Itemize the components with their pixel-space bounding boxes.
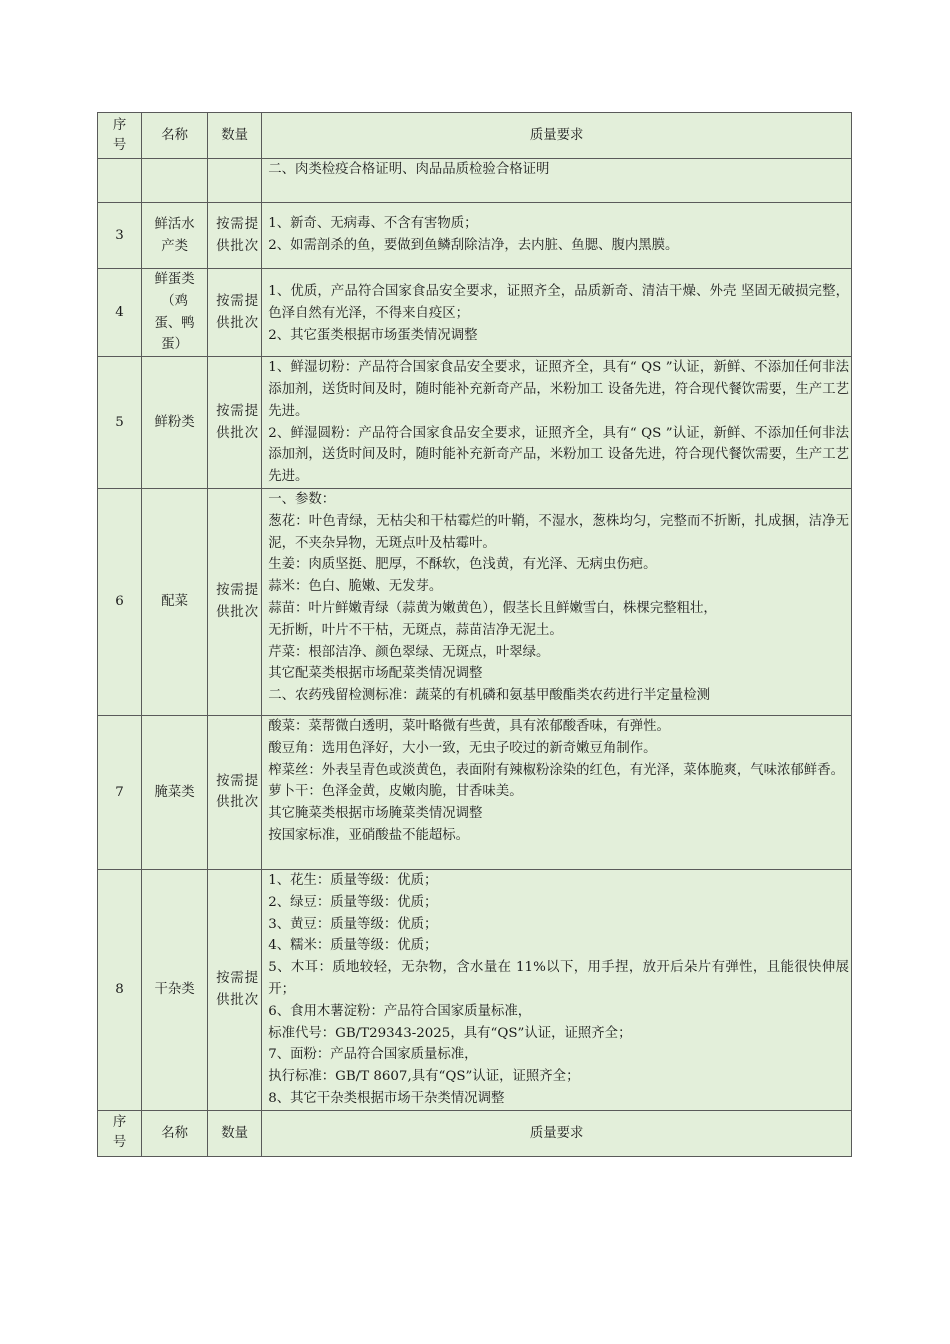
quality-requirements-table bbox=[97, 112, 852, 1157]
req-line: 2、其它蛋类根据市场蛋类情况调整 bbox=[268, 327, 478, 343]
req-line: 萝卜干：色泽金黄，皮嫩肉脆，甘香味美。 bbox=[268, 784, 523, 800]
header-req: 质量要求 bbox=[262, 1110, 852, 1156]
req-line: 无折断，叶片不干枯，无斑点，蒜苗洁净无泥土。 bbox=[268, 622, 563, 638]
req-line: 1、优质，产品符合国家食品安全要求，证照齐全，品质新奇、清洁干燥、外壳 坚固无破损完整，色泽自然有光泽，不得来自疫区； bbox=[268, 284, 849, 321]
req-line: 2、绿豆：质量等级：优质； bbox=[268, 894, 438, 910]
cell-qty: 按需提供批次 bbox=[208, 203, 262, 269]
cell-no: 7 bbox=[98, 715, 142, 869]
header-name: 名称 bbox=[142, 1110, 208, 1156]
header-no: 序号 bbox=[98, 113, 142, 159]
req-line: 5、木耳：质地较轻，无杂物，含水量在 11%以下，用手捏，放开后朵片有弹性，且能很快伸展开； bbox=[268, 960, 849, 997]
req-line: 蒜苗：叶片鲜嫩青绿（蒜黄为嫩黄色），假茎长且鲜嫩雪白，株棵完整粗壮， bbox=[268, 600, 717, 616]
req-line: 二、农药残留检测标准：蔬菜的有机磷和氨基甲酸酯类农药进行半定量检测 bbox=[268, 688, 711, 704]
cell-req bbox=[262, 488, 852, 715]
req-line: 其它腌菜类根据市场腌菜类情况调整 bbox=[268, 806, 483, 822]
req-line: 6、食用木薯淀粉：产品符合国家质量标准， bbox=[268, 1003, 532, 1019]
table-row bbox=[98, 357, 852, 489]
table-header-row-repeat bbox=[98, 1110, 852, 1156]
req-line: 葱花：叶色青绿，无枯尖和干枯霉烂的叶鞘，不湿水，葱株均匀，完整而不折断，扎成捆，洁净无泥，不夹杂异物，无斑点叶及枯霉叶。 bbox=[268, 513, 849, 551]
cell-req bbox=[262, 203, 852, 269]
cell-qty: 按需提供批次 bbox=[208, 869, 262, 1110]
req-line: 1、花生：质量等级：优质； bbox=[268, 872, 438, 888]
header-qty: 数量 bbox=[208, 113, 262, 159]
cell-qty: 按需提供批次 bbox=[208, 357, 262, 489]
req-line: 榨菜丝：外表呈青色或淡黄色，表面附有辣椒粉涂染的红色，有光泽，菜体脆爽，气味浓郁鲜香。 bbox=[268, 762, 844, 778]
table-row bbox=[98, 159, 852, 203]
req-line: 生姜：肉质坚挺、肥厚，不酥软，色浅黄，有光泽、无病虫伤疤。 bbox=[268, 557, 657, 573]
req-line: 1、鲜湿切粉：产品符合国家食品安全要求，证照齐全，具有“ QS ”认证，新鲜、不添加任何非法添加剂，送货时间及时，随时能补充新奇产品，米粉加工 设备先进，符合现代餐饮需要，生产工艺先进。 bbox=[268, 360, 849, 419]
header-no: 序号 bbox=[98, 1110, 142, 1156]
table-row bbox=[98, 488, 852, 715]
req-line: 二、肉类检疫合格证明、肉品品质检验合格证明 bbox=[268, 162, 550, 177]
cell-no: 8 bbox=[98, 869, 142, 1110]
cell-req bbox=[262, 869, 852, 1110]
table-row bbox=[98, 715, 852, 869]
cell-name: 鲜活水产类 bbox=[142, 203, 208, 269]
table-row bbox=[98, 203, 852, 269]
cell-no bbox=[98, 159, 142, 203]
cell-qty: 按需提供批次 bbox=[208, 715, 262, 869]
cell-req bbox=[262, 715, 852, 869]
req-line: 2、鲜湿圆粉：产品符合国家食品安全要求，证照齐全，具有“ QS ”认证，新鲜、不添加任何非法添加剂，送货时间及时，随时能补充新奇产品，米粉加工 设备先进，符合现代餐饮需要，生产工艺先进。 bbox=[268, 425, 849, 485]
cell-no: 3 bbox=[98, 203, 142, 269]
req-line: 酸菜：菜帮微白透明，菜叶略微有些黄，具有浓郁酸香味，有弹性。 bbox=[268, 718, 670, 734]
cell-name: 鲜粉类 bbox=[142, 357, 208, 489]
req-line: 芹菜：根部洁净、颜色翠绿、无斑点，叶翠绿。 bbox=[268, 644, 550, 660]
cell-name: 干杂类 bbox=[142, 869, 208, 1110]
req-line: 7、面粉：产品符合国家质量标准， bbox=[268, 1047, 478, 1063]
table-header-row bbox=[98, 113, 852, 159]
cell-no: 6 bbox=[98, 488, 142, 715]
req-line: 4、糯米：质量等级：优质； bbox=[268, 938, 438, 954]
req-line: 蒜米：色白、脆嫩、无发芽。 bbox=[268, 579, 443, 595]
req-line: 3、黄豆：质量等级：优质； bbox=[268, 916, 438, 932]
cell-name: 腌菜类 bbox=[142, 715, 208, 869]
header-qty: 数量 bbox=[208, 1110, 262, 1156]
cell-qty: 按需提供批次 bbox=[208, 269, 262, 357]
table-row bbox=[98, 869, 852, 1110]
header-name: 名称 bbox=[142, 113, 208, 159]
req-line: 一、参数： bbox=[268, 491, 336, 507]
table-row bbox=[98, 269, 852, 357]
cell-name: 鲜蛋类（鸡蛋、鸭蛋） bbox=[142, 269, 208, 357]
req-line: 标准代号：GB/T29343-2025，具有“QS”认证，证照齐全； bbox=[268, 1025, 632, 1041]
cell-no: 5 bbox=[98, 357, 142, 489]
cell-req bbox=[262, 269, 852, 357]
req-line: 8、其它干杂类根据市场干杂类情况调整 bbox=[268, 1090, 505, 1106]
cell-req bbox=[262, 357, 852, 489]
header-req: 质量要求 bbox=[262, 113, 852, 159]
req-line: 其它配菜类根据市场配菜类情况调整 bbox=[268, 666, 483, 682]
cell-name: 配菜 bbox=[142, 488, 208, 715]
cell-req bbox=[262, 159, 852, 203]
req-line: 执行标准：GB/T 8607,具有“QS”认证，证照齐全； bbox=[268, 1069, 580, 1085]
cell-qty: 按需提供批次 bbox=[208, 488, 262, 715]
cell-name bbox=[142, 159, 208, 203]
req-line: 2、如需剖杀的鱼，要做到鱼鳞刮除洁净，去内脏、鱼腮、腹内黑膜。 bbox=[268, 237, 679, 253]
cell-no: 4 bbox=[98, 269, 142, 357]
req-line: 酸豆角：选用色泽好，大小一致，无虫子咬过的新奇嫩豆角制作。 bbox=[268, 740, 657, 756]
req-line: 1、新奇、无病毒、不含有害物质； bbox=[268, 216, 478, 231]
req-line: 按国家标准，亚硝酸盐不能超标。 bbox=[268, 827, 470, 843]
cell-qty bbox=[208, 159, 262, 203]
req-clip bbox=[268, 870, 849, 1106]
